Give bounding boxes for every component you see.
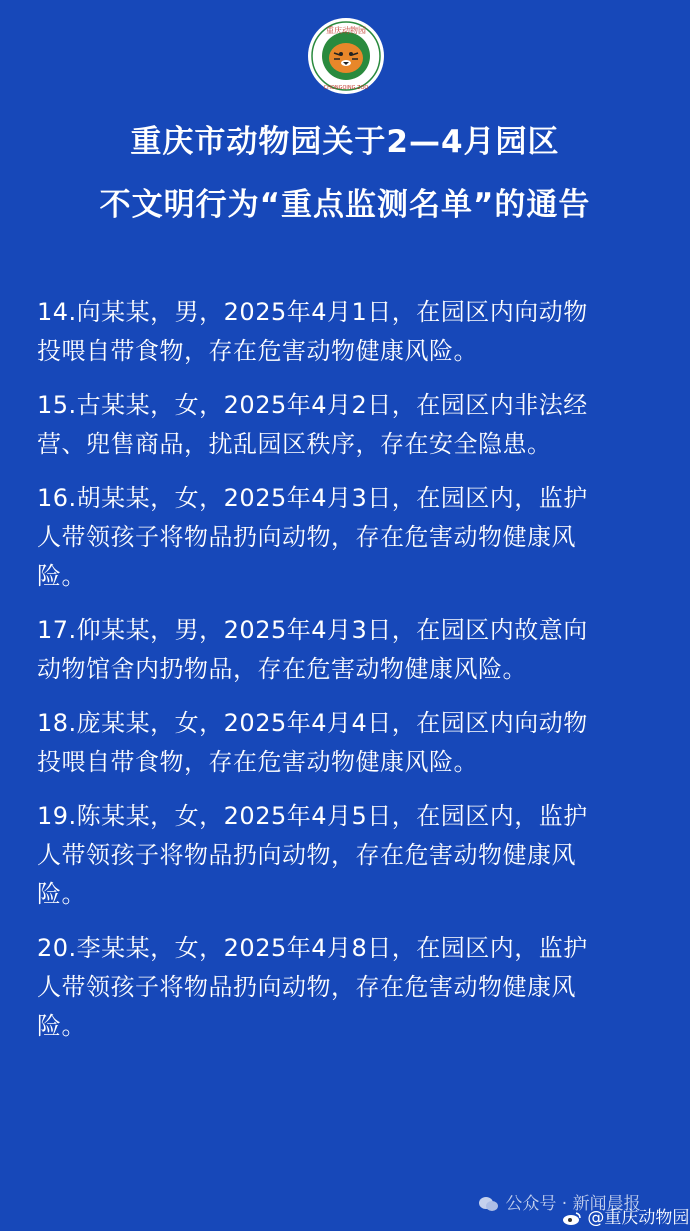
entry-line: 险。 [37, 562, 86, 590]
entry-line: 19.陈某某，女，2025年4月5日，在园区内，监护 [37, 802, 588, 830]
entry-line: 17.仰某某，男，2025年4月3日，在园区内故意向 [37, 616, 588, 644]
title-line-1: 重庆市动物园关于2—4月园区 [130, 124, 560, 160]
notice-entry [37, 293, 657, 371]
notice-entry [37, 704, 657, 782]
notice-entry [37, 797, 657, 914]
notice-entry [37, 479, 657, 596]
entry-line: 险。 [37, 880, 86, 908]
notice-entry [37, 611, 657, 689]
entry-line: 投喂自带食物，存在危害动物健康风险。 [37, 748, 478, 776]
entry-line: 14.向某某，男，2025年4月1日，在园区内向动物 [37, 298, 588, 326]
zoo-logo [307, 17, 385, 95]
entry-line: 动物馆舍内扔物品，存在危害动物健康风险。 [37, 655, 527, 683]
notice-entry [37, 386, 657, 464]
weibo-text: @重庆动物园 [587, 1208, 690, 1228]
entry-line: 营、兜售商品，扰乱园区秩序，存在安全隐患。 [37, 430, 552, 458]
entry-line: 人带领孩子将物品扔向动物，存在危害动物健康风 [37, 973, 576, 1001]
entry-line: 20.李某某，女，2025年4月8日，在园区内，监护 [37, 934, 588, 962]
logo-top-text: 重庆动物园 [326, 26, 366, 35]
weibo-icon [562, 1210, 582, 1226]
entry-line: 16.胡某某，女，2025年4月3日，在园区内，监护 [37, 484, 588, 512]
notice-entry [37, 929, 657, 1046]
entry-list [37, 293, 657, 1061]
entry-line: 人带领孩子将物品扔向动物，存在危害动物健康风 [37, 523, 576, 551]
entry-line: 18.庞某某，女，2025年4月4日，在园区内向动物 [37, 709, 588, 737]
entry-line: 投喂自带食物，存在危害动物健康风险。 [37, 337, 478, 365]
weibo-watermark [562, 1203, 689, 1228]
entry-line: 人带领孩子将物品扔向动物，存在危害动物健康风 [37, 841, 576, 869]
logo-bottom-text: CHONGQING ZOO [323, 85, 369, 91]
entry-line: 险。 [37, 1012, 86, 1040]
title-line-2: 不文明行为“重点监测名单”的通告 [99, 187, 591, 223]
entry-line: 15.古某某，女，2025年4月2日，在园区内非法经 [37, 391, 588, 419]
watermark [478, 1186, 690, 1228]
wechat-icon [478, 1196, 500, 1212]
wechat-text: 公众号 · 新闻晨报 [505, 1194, 641, 1214]
